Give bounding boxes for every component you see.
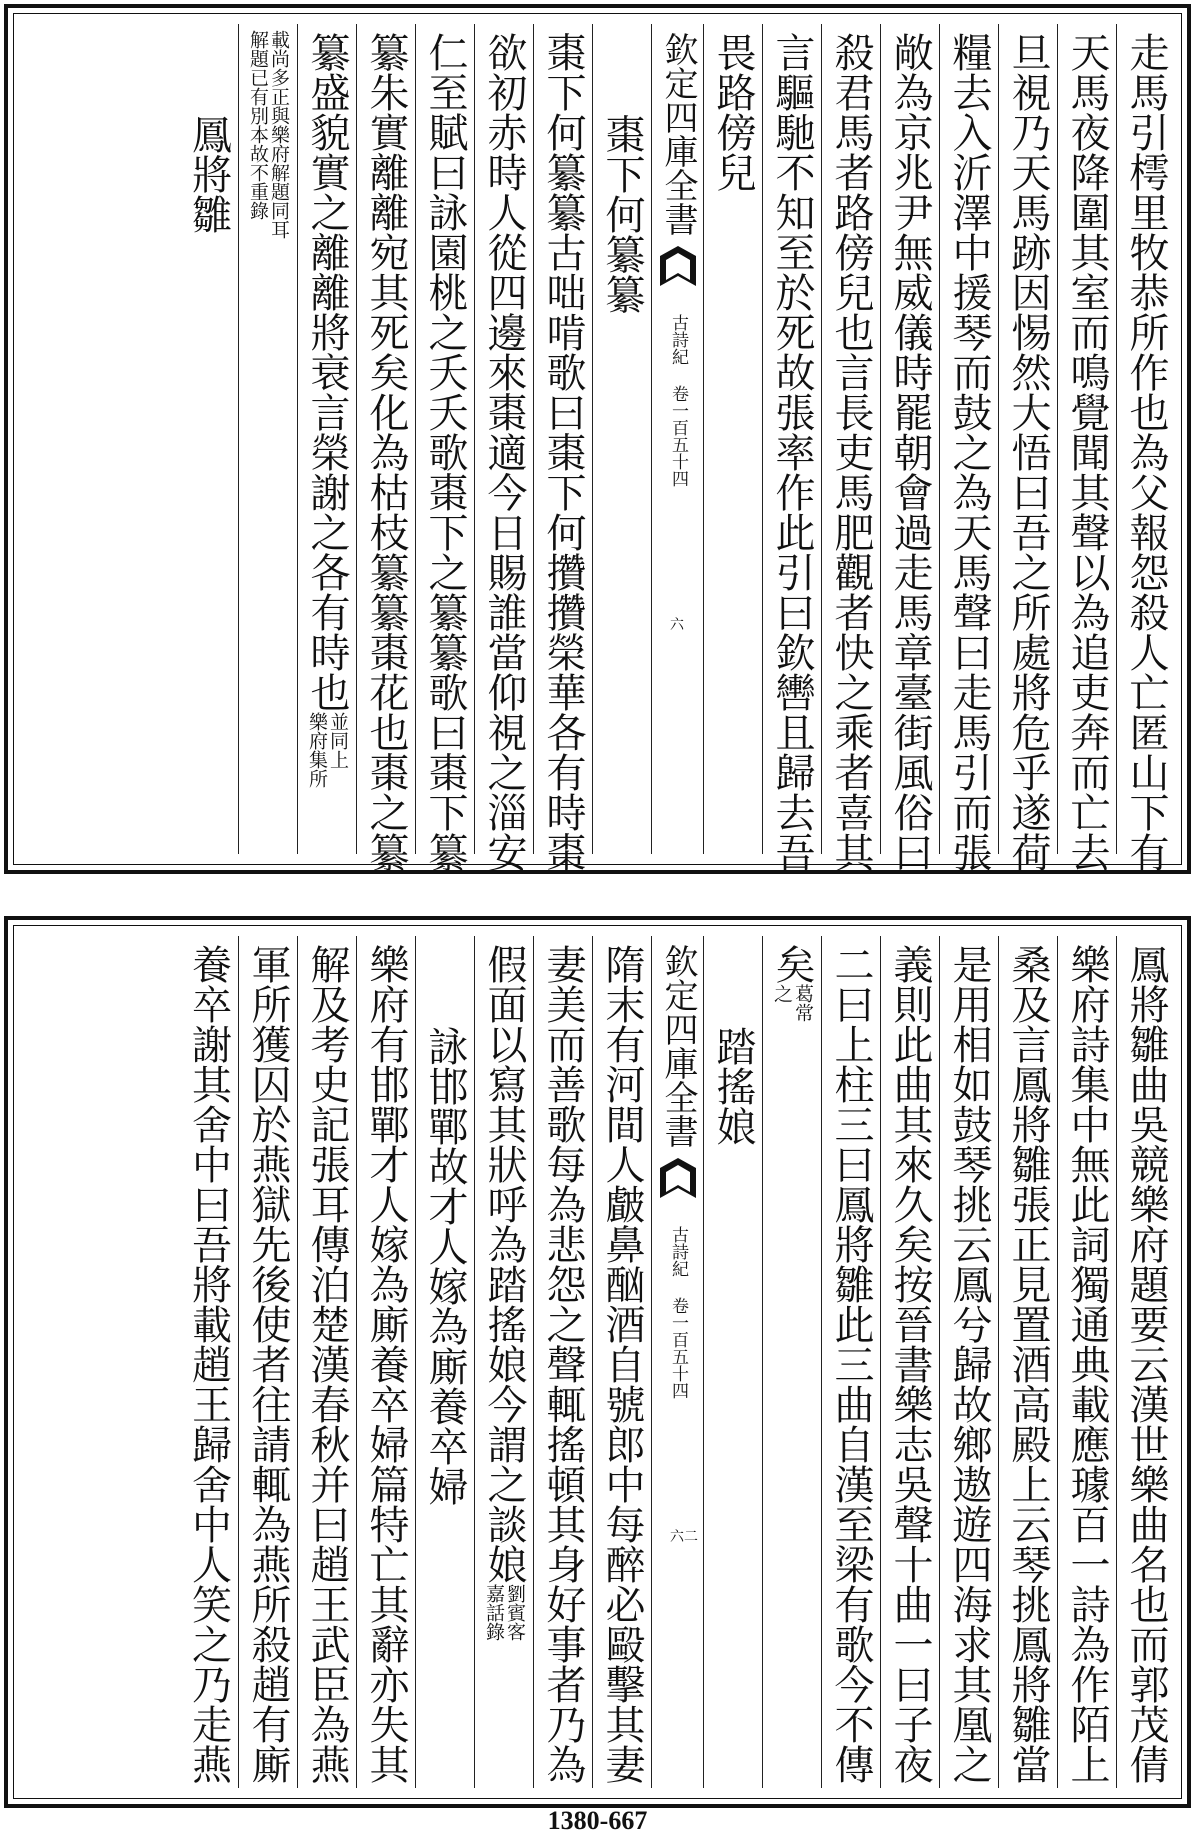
interlinear-note [307,712,347,788]
text-column [703,936,762,1788]
text-column [880,936,939,1788]
body-text: 殺君馬者路傍兒也言長吏馬肥觀者快之乘者喜其 [828,32,874,872]
section-title-text: 踏搖娘 [710,1026,756,1146]
text-column [238,24,297,854]
body-text: 纂盛貌實之離離將衰言榮謝之各有時也 [304,32,350,712]
text-column-body [534,936,592,1784]
text-column-body [475,936,533,1641]
text-column-body [763,936,821,1022]
text-column-body [1058,24,1116,872]
body-text: 敞為京兆尹無威儀時罷朝會過走馬章臺街風俗曰 [887,32,933,872]
text-column-body [1117,24,1175,872]
body-text: 解及考史記張耳傳泊楚漢春秋并曰趙王武臣為燕 [304,944,350,1784]
text-column [1057,936,1116,1788]
fish-tail-mark [658,244,698,288]
text-column [1057,24,1116,872]
body-text: 欲初赤時人從四邊來棗適今日賜誰當仰視之淄安 [481,32,527,872]
interlinear-note [772,984,812,1022]
text-column [238,936,297,1788]
bottom-page-frame [4,916,1191,1808]
note-line: 葛常 [792,984,814,1022]
text-column-body [881,24,939,872]
book-title: 欽定四庫全書 [658,944,698,1148]
text-column [998,24,1057,872]
body-text: 纂朱實離離宛其死矣化為枯枝纂纂棗花也棗之纂 [363,32,409,872]
body-text: 樂府有邯鄲才人嫁為廝養卒婦篇特亡其辭亦失其 [363,944,409,1784]
text-column-body [239,24,297,239]
note-line: 嘉話錄 [483,1584,505,1641]
text-column-body [179,936,238,1784]
body-text: 義則此曲其來久矣按晉書樂志吳聲十曲一曰子夜 [887,944,933,1784]
text-column-body [1117,936,1175,1784]
body-text: 軍所獲囚於燕獄先後使者往請輒為燕所殺趙有廝 [245,944,291,1784]
text-column [415,936,474,1788]
text-column-body [298,24,356,788]
page-separator [0,878,1195,908]
text-column-body [1058,936,1116,1784]
text-column [939,24,998,872]
text-column [356,936,415,1788]
text-column [762,24,821,872]
body-text: 二曰上柱三曰鳳將雛此三曲自漢至梁有歌今不傳 [828,944,874,1784]
folio-number: 六 [670,617,684,633]
folio-number: 六二 [670,1529,698,1545]
body-text: 棗下何纂纂古咄啃歌曰棗下何攢攢榮華各有時棗 [540,32,586,872]
text-column [880,24,939,872]
text-column [592,936,651,1788]
text-column [762,936,821,1788]
text-column-body [822,936,880,1784]
volume-label: 古詩紀 卷一百五十四 [668,314,688,487]
interlinear-note [248,30,288,239]
text-column [821,936,880,1788]
section-title [416,936,474,1506]
text-column-body [239,936,297,1784]
text-column [297,936,356,1788]
book-title: 欽定四庫全書 [658,32,698,236]
text-column [533,936,592,1788]
body-text: 桑及言鳳將雛張正見置酒高殿上云琴挑鳳將雛當 [1005,944,1051,1784]
text-column [415,24,474,872]
text-column-body [357,936,415,1784]
text-column-body [416,24,474,872]
note-line: 之 [771,984,793,1003]
body-text: 假面以寫其狀呼為踏搖娘今謂之談娘 [481,944,527,1584]
note-line: 解題已有別本故不重錄 [247,30,269,220]
text-column-body [593,936,651,1784]
top-page-frame [4,4,1191,874]
text-column-body [940,24,998,872]
text-column [179,24,238,854]
section-title-text: 鳳將雛 [185,114,232,234]
text-column [998,936,1057,1788]
body-text: 旦視乃天馬跡因惕然大悟曰吾之所處將危乎遂荷 [1005,32,1051,872]
section-title-text: 棗下何纂纂 [599,114,645,314]
text-column [1116,936,1175,1788]
body-text: 糧去入沂澤中援琴而鼓之為天馬聲曰走馬引而張 [946,32,992,872]
text-column [703,24,762,854]
body-text: 妻美而善歌每為悲怨之聲輒搖頓其身好事者乃為 [540,944,586,1784]
text-column [179,936,238,1788]
text-column-body [534,24,592,872]
note-line: 劉賓客 [504,1584,526,1641]
text-column [356,24,415,872]
body-text: 言驅馳不知至於死故張率作此引曰欽轡且歸去吾 [769,32,815,872]
text-column-body [357,24,415,872]
body-text: 樂府詩集中無此詞獨通典載應璩百一詩為作陌上 [1064,944,1110,1784]
body-text: 隋末有河間人皻鼻酗酒自號郎中每醉必毆擊其妻 [599,944,645,1784]
text-column-body [822,24,880,872]
text-column [1116,24,1175,872]
section-title-text: 詠邯鄲故才人嫁為廝養卒婦 [422,1026,468,1506]
text-column-body [763,24,821,872]
body-text: 鳳將雛曲吳競樂府題要云漢世樂曲名也而郭茂倩 [1123,944,1169,1784]
volume-label: 古詩紀 卷一百五十四 [668,1226,688,1399]
text-column-body [298,936,356,1784]
text-column [821,24,880,872]
section-title [179,24,238,234]
body-text: 畏路傍兒 [710,32,756,192]
body-text: 走馬引樗里牧恭所作也為父報怨殺人亡匿山下有 [1123,32,1169,872]
text-column [474,24,533,872]
text-column [592,24,651,854]
text-column-body [704,24,762,192]
section-title [593,24,651,314]
body-text: 天馬夜降圍其室而鳴覺聞其聲以為追吏奔而亡去 [1064,32,1110,872]
text-column-body [999,24,1057,872]
note-line: 載尚多正與樂府解題同耳 [268,30,290,239]
body-text: 是用相如鼓琴挑云鳳兮歸故鄉遨遊四海求其凰之 [946,944,992,1784]
note-line: 並同上 [327,712,349,769]
section-title [704,936,762,1146]
text-column [297,24,356,854]
page-number: 1380-667 [547,1806,648,1835]
body-text: 仁至賦曰詠園桃之夭夭歌棗下之纂纂歌曰棗下纂 [422,32,468,872]
text-column [533,24,592,872]
interlinear-note [484,1584,524,1641]
body-text: 矣 [769,944,815,984]
body-text: 養卒謝其舍中曰吾將載趙王歸舍中人笑之乃走燕 [185,944,232,1784]
note-line: 樂府集所 [306,712,328,788]
text-column [939,936,998,1788]
text-column-body [475,24,533,872]
text-column [474,936,533,1788]
text-column-body [881,936,939,1784]
center-fold-column [651,936,704,1788]
text-column-body [940,936,998,1784]
center-fold-column [651,24,704,854]
fish-tail-mark [658,1156,698,1200]
text-column-body [999,936,1057,1784]
